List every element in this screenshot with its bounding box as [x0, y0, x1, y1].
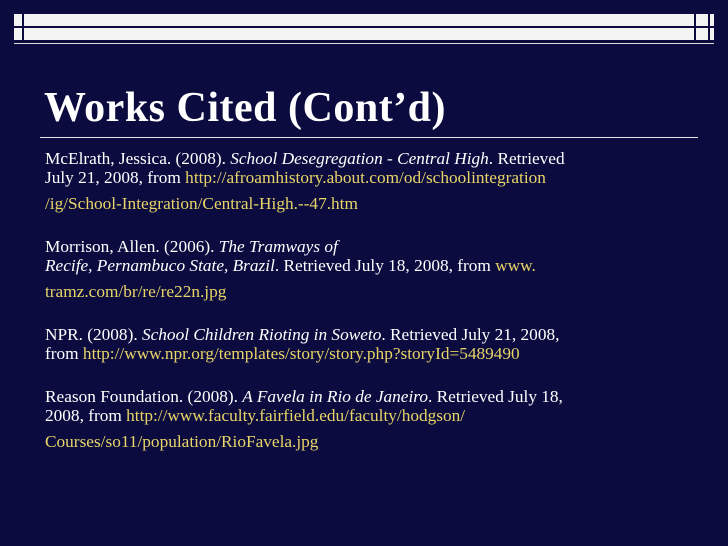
citation-work-title: A Favela in Rio de Janeiro: [242, 387, 429, 406]
citation-link-continued[interactable]: Courses/so11/population/RioFavela.jpg: [45, 432, 319, 451]
citation-date-text: 2008, from: [45, 406, 127, 425]
grid-horizontal-line: [14, 26, 714, 28]
citation-author-date: McElrath, Jessica. (2008).: [45, 149, 231, 168]
citation-retrieved-text: . Retrieved July 18, 2008, from: [274, 256, 496, 275]
citation-link[interactable]: http://www.faculty.fairfield.edu/faculty/hodgson/: [126, 406, 466, 425]
citation-entry: [45, 149, 685, 213]
citation-entry: [45, 237, 685, 301]
citation-line: [45, 168, 685, 187]
grid-vertical-line: [22, 14, 24, 40]
grid-vertical-line: [694, 14, 696, 40]
citation-retrieved-text: . Retrieved: [488, 149, 565, 168]
citation-entry: [45, 387, 685, 451]
citation-author-date: NPR. (2008).: [45, 325, 142, 344]
citation-line: [45, 237, 685, 256]
citation-line: [45, 344, 685, 363]
grid-vertical-line: [708, 14, 710, 40]
citation-work-title: The Tramways of: [218, 237, 338, 256]
citation-work-title-continued: Recife, Pernambuco State, Brazil: [45, 256, 275, 275]
decorative-frame-line: [14, 43, 714, 44]
citation-line: [45, 325, 685, 344]
citation-link[interactable]: http://afroamhistory.about.com/od/schoolintegration: [185, 168, 546, 187]
citation-line: [45, 406, 685, 425]
citation-entry: [45, 325, 685, 363]
decorative-grid-bar: [14, 14, 714, 40]
citation-link-continued[interactable]: /ig/School-Integration/Central-High.--47.htm: [45, 194, 358, 213]
citation-retrieved-text: . Retrieved July 18,: [428, 387, 563, 406]
citation-work-title: School Desegregation - Central High: [230, 149, 489, 168]
slide-title: Works Cited (Cont’d): [44, 85, 447, 131]
citation-line: [45, 387, 685, 406]
citation-date-text: July 21, 2008, from: [45, 168, 186, 187]
citation-line: [45, 256, 685, 275]
citation-link[interactable]: www.: [495, 256, 536, 275]
citation-line: [45, 149, 685, 168]
citation-date-text: from: [45, 344, 83, 363]
citation-author-date: Morrison, Allen. (2006).: [45, 237, 219, 256]
citation-work-title: School Children Rioting in Soweto: [141, 325, 382, 344]
citation-link-continued[interactable]: tramz.com/br/re/re22n.jpg: [45, 282, 227, 301]
title-divider: [40, 137, 698, 138]
citation-retrieved-text: . Retrieved July 21, 2008,: [381, 325, 560, 344]
citation-link[interactable]: http://www.npr.org/templates/story/story.php?storyId=5489490: [82, 344, 520, 363]
citation-author-date: Reason Foundation. (2008).: [45, 387, 243, 406]
citation-list: [45, 149, 685, 475]
top-strip: [0, 0, 728, 14]
